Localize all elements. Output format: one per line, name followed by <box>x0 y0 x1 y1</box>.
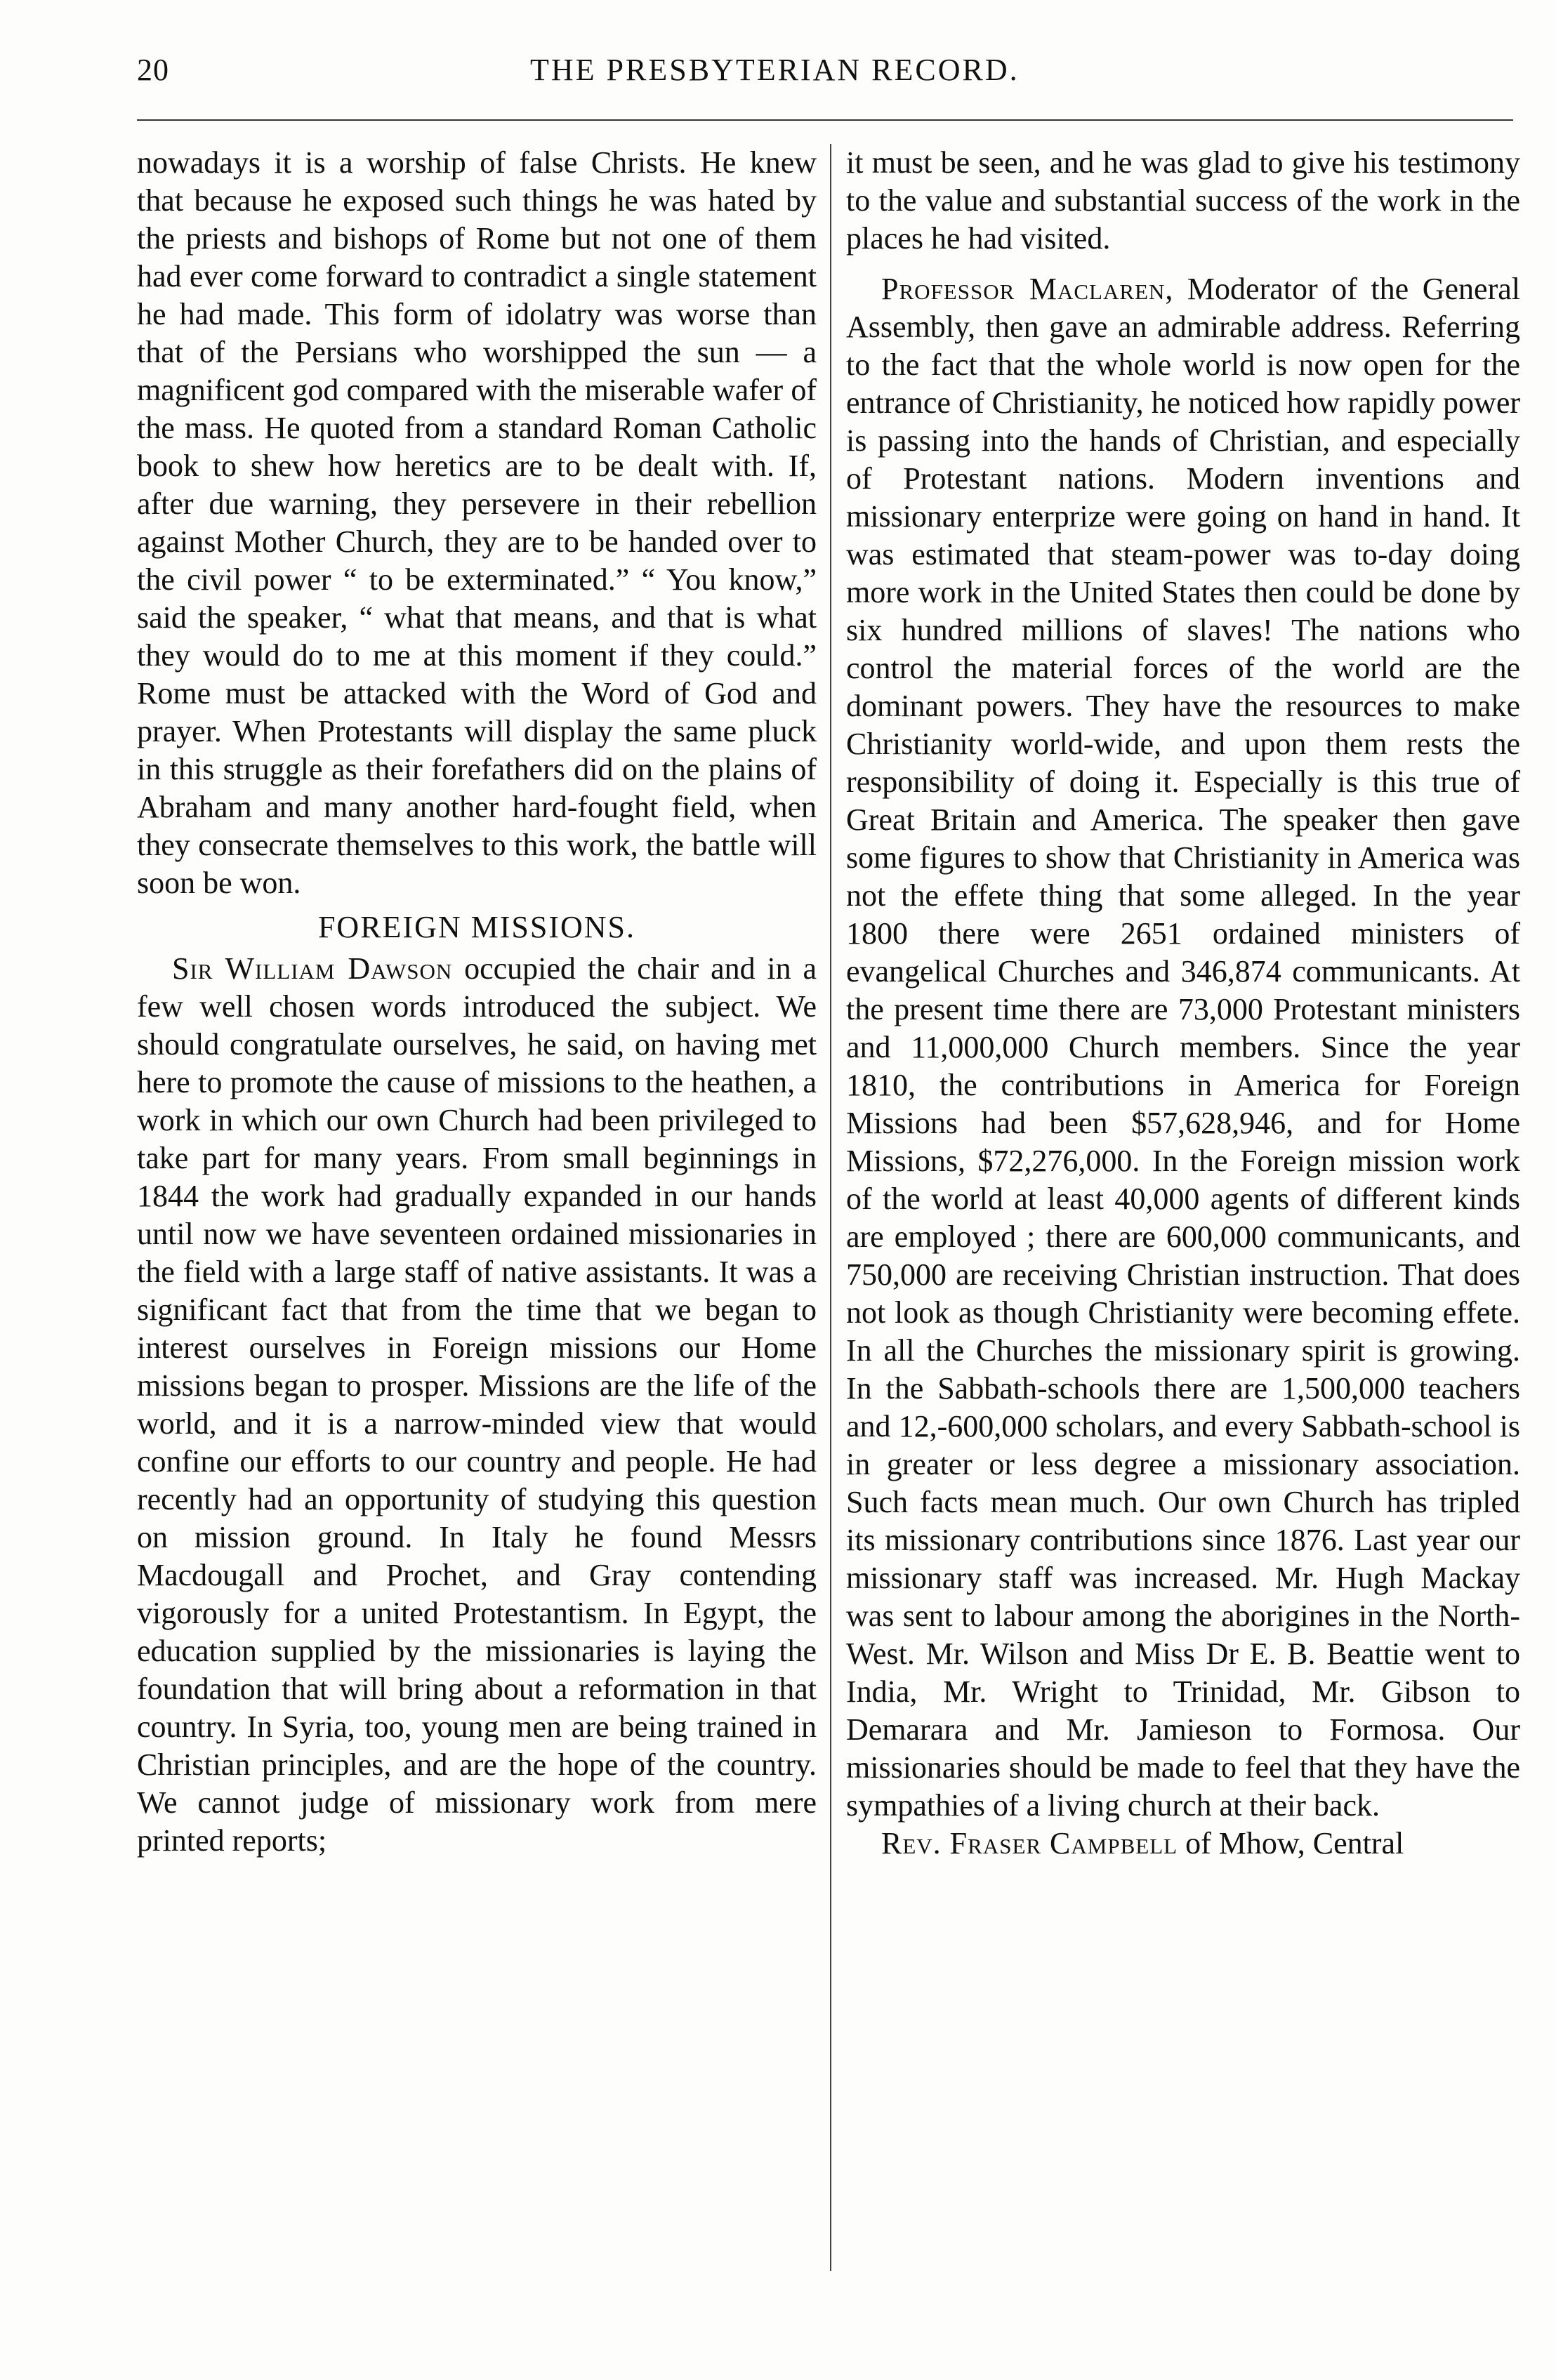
left-paragraph-dawson <box>137 950 817 1860</box>
speaker-name-maclaren: Professor Maclaren, <box>881 272 1174 306</box>
maclaren-paragraph-text: Moderator of the General Assembly, then gave an admirable address. Referring to the fact that the whole world is now open for the entrance of Christianity, he noticed how rapidly power is passing into the hands of Christian, and especially of Protestant nations. Modern inventions and missionary enterprize were going on hand in hand. It was estimated that steam-power was to-day doing more work in the United States then could be done by six hundred millions of slaves! The nations who control the material forces of the world are the dominant powers. They have the resources to make Christianity world-wide, and upon them rests the responsibility of doing it. Especially is this true of Great Britain and America. The speaker then gave some figures to show that Christianity in America was not the effete thing that some alleged. In the year 1800 there were 2651 ordained ministers of evangelical Churches and 346,874 communicants. At the present time there are 73,000 Protestant ministers and 11,000,000 Church members. Since the year 1810, the contributions in America for Foreign Missions had been $57,628,946, and for Home Missions, $72,276,000. In the Foreign mission work of the world at least 40,000 agents of different kinds are employed ; there are 600,000 communicants, and 750,000 are receiving Christian instruction. That does not look as though Christianity were becoming effete. In all the Churches the missionary spirit is growing. In the Sabbath-schools there are 1,500,000 teachers and 12,-600,000 scholars, and every Sabbath-school is in greater or less degree a missionary association. Such facts mean much. Our own Church has tripled its missionary contributions since 1876. Last year our missionary staff was increased. Mr. Hugh Mackay was sent to labour among the aborigines in the North-West. Mr. Wilson and Miss Dr E. B. Beattie went to India, Mr. Wright to Trinidad, Mr. Gibson to Demarara and Mr. Jamieson to Formosa. Our missionaries should be made to feel that they have the sympathies of a living church at their back. <box>846 272 1520 1823</box>
section-heading-foreign-missions: FOREIGN MISSIONS. <box>317 910 636 944</box>
running-head-title: THE PRESBYTERIAN RECORD. <box>530 53 1020 87</box>
page-header <box>137 49 1513 98</box>
left-column <box>137 144 817 1860</box>
page-number: 20 <box>137 53 169 87</box>
right-paragraph-maclaren <box>846 270 1520 1825</box>
right-column <box>846 144 1520 1863</box>
campbell-paragraph-text: of Mhow, Central <box>1178 1826 1404 1860</box>
column-divider <box>830 144 831 2271</box>
dawson-paragraph-text: occupied the chair and in a few well chosen words introduced the subject. We should congratulate ourselves, he said, on having met here to promote the cause of missions to the heathen, a work in which our own Church had been privileged to take part for many years. From small beginnings in 1844 the work had gradually expanded in our hands until now we have seventeen ordained missionaries in the field with a large staff of native assistants. It was a significant fact that from the time that we began to interest ourselves in Foreign missions our Home missions began to prosper. Missions are the life of the world, and it is a narrow-minded view that would confine our efforts to our country and people. He had recently had an opportunity of studying this question on mission ground. In Italy he found Messrs Macdougall and Prochet, and Gray contending vigorously for a united Protestantism. In Egypt, the education supplied by the missionaries is laying the foundation that will bring about a reformation in that country. In Syria, too, young men are being trained in Christian principles, and are the hope of the country. We cannot judge of missionary work from mere printed reports; <box>137 951 817 1858</box>
right-paragraph-campbell <box>846 1825 1520 1863</box>
speaker-name-campbell: Rev. Fraser Campbell <box>881 1826 1178 1860</box>
speaker-name-dawson: Sir William Dawson <box>172 951 453 986</box>
header-rule <box>137 119 1513 121</box>
right-paragraph-continued: it must be seen, and he was glad to give his testimony to the value and substantial success of the work in the places he had visited. <box>846 145 1520 256</box>
left-paragraph-continued: nowadays it is a worship of false Christs. He knew that because he exposed such things he was hated by the priests and bishops of Rome but not one of them had ever come forward to contradict a single statement he had made. This form of idolatry was worse than that of the Persians who worshipped the sun — a magnificent god compared with the miserable wafer of the mass. He quoted from a standard Roman Catholic book to shew how heretics are to be dealt with. If, after due warning, they persevere in their rebellion against Mother Church, they are to be handed over to the civil power “ to be exterminated.” “ You know,” said the speaker, “ what that means, and that is what they would do to me at this moment if they could.” Rome must be attacked with the Word of God and prayer. When Protestants will display the same pluck in this struggle as their forefathers did on the plains of Abraham and many another hard-fought field, when they consecrate themselves to this work, the battle will soon be won. <box>137 145 817 900</box>
